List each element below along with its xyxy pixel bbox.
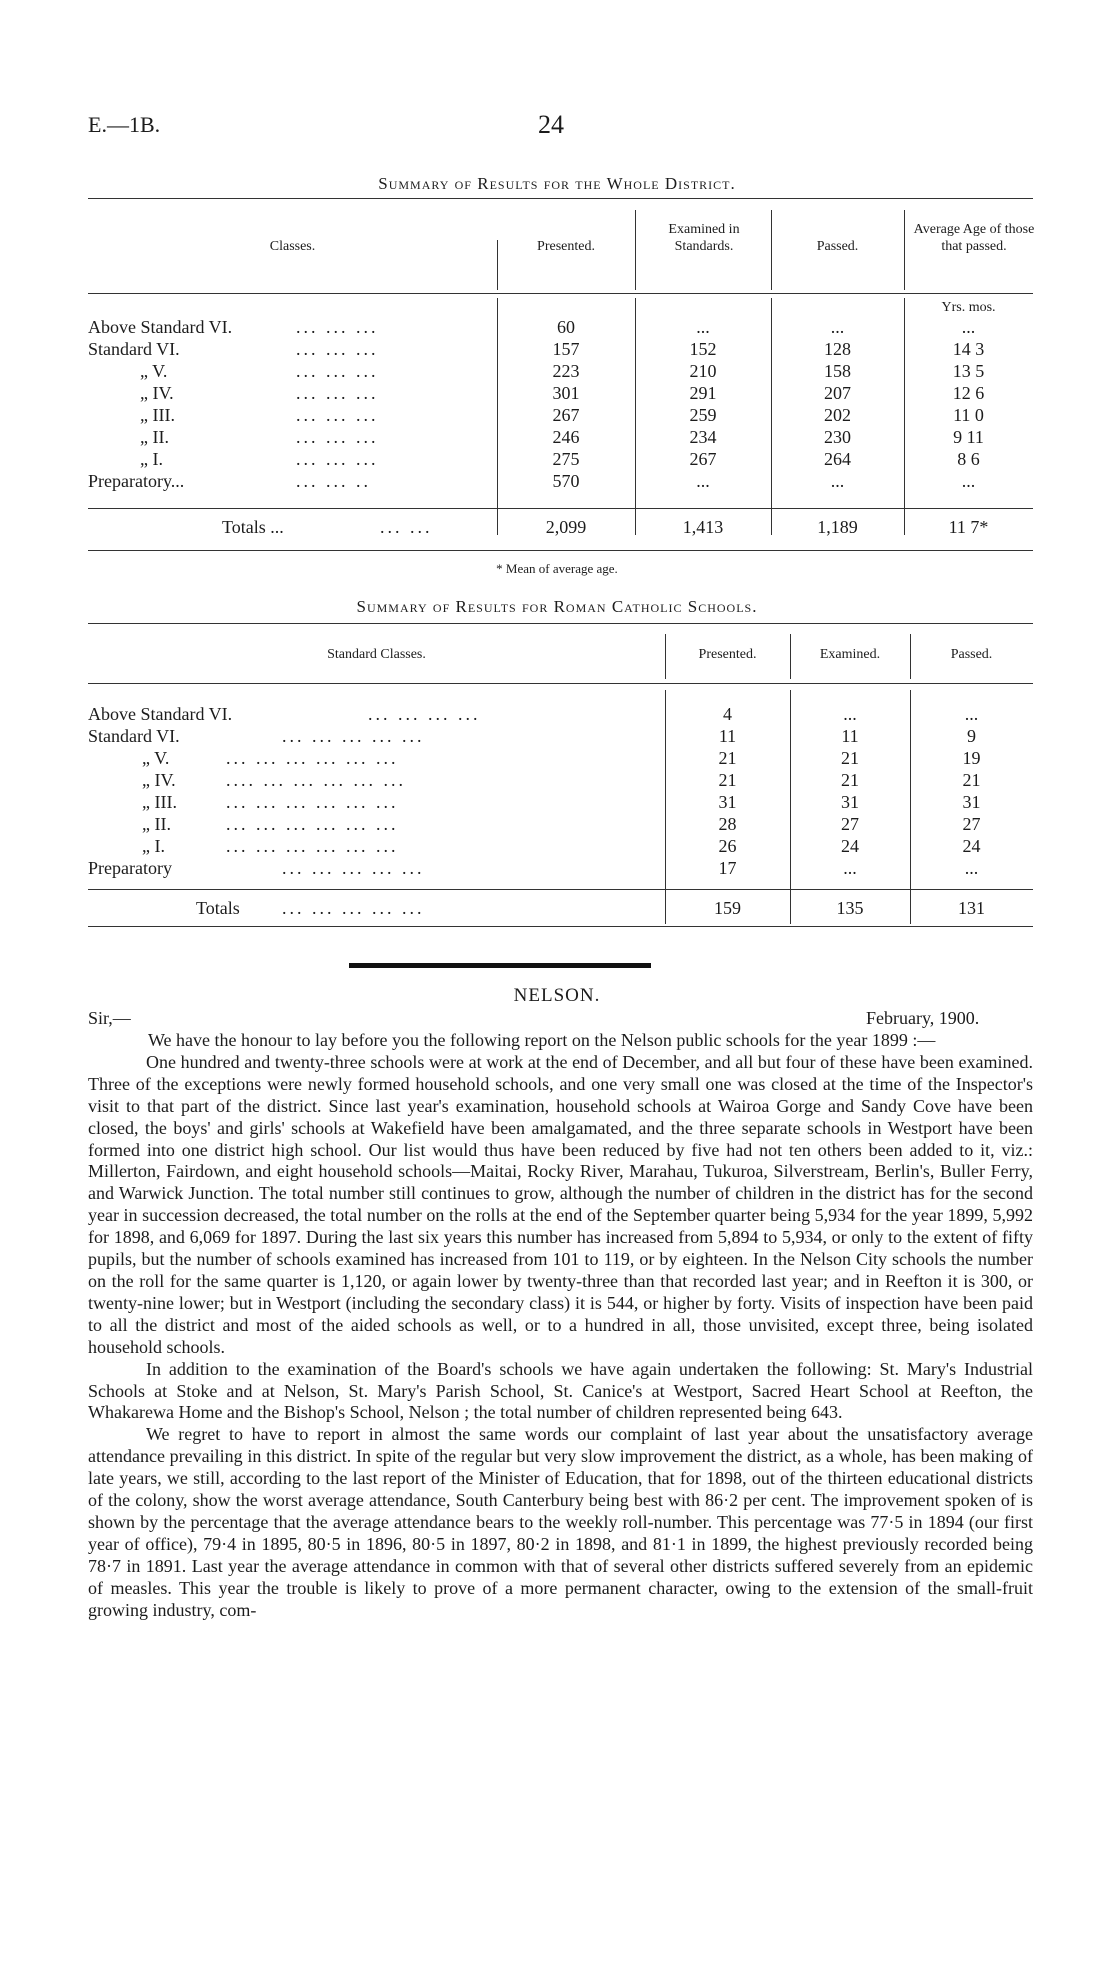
total-presented: 2,099 (545, 517, 587, 537)
totals-label: Totals ... (222, 517, 284, 537)
row-label: Above Standard VI. (88, 317, 233, 337)
table1-vline (904, 210, 905, 290)
cell-age: 9 11 (953, 427, 984, 447)
letter-date: February, 1900. (866, 1008, 980, 1028)
cell-age: ... (961, 317, 976, 337)
cell-presented: 4 (723, 704, 732, 724)
total-passed: 131 (958, 898, 985, 918)
row-label: „ II. (140, 427, 169, 447)
cell-age: 12 6 (952, 383, 985, 403)
cell-passed: 230 (824, 427, 851, 447)
cell-passed: 27 (962, 814, 981, 834)
cell-examined: ... (843, 704, 857, 724)
cell-passed: ... (830, 317, 845, 337)
section-divider (349, 963, 651, 968)
document-code-suffix: B. (139, 112, 161, 137)
row-leader-dots: ... ... ... (296, 383, 379, 403)
cell-presented: 267 (552, 405, 580, 425)
cell-presented: 21 (718, 770, 737, 790)
cell-examined: 152 (689, 339, 717, 359)
total-examined: 135 (836, 898, 864, 918)
cell-examined: 11 (841, 726, 859, 746)
table1-vline (635, 210, 636, 290)
cell-presented: 11 (718, 726, 737, 746)
cell-examined: 27 (841, 814, 859, 834)
cell-presented: 17 (718, 858, 737, 878)
row-label: „ III. (140, 405, 175, 425)
section-heading: NELSON. (513, 985, 601, 1006)
table2-bottom-rule (88, 926, 1033, 927)
table1-col-presented: Presented. (537, 239, 595, 254)
cell-examined: 21 (841, 748, 859, 768)
paragraph: We regret to have to report in almost the same words our complaint of last year about the unsatisfactory average attendance prevailing in this district. In spite of the regular but very slow improvement the district, as a whole, has been making of late years, we still, according to the last report of the Minister of Education, that for 1898, out of the thirteen educational districts of the colony, show the worst average attendance, South Canterbury being best with 86·2 per cent. The improvement spoken of is shown by the percentage that the average attendance bears to the weekly roll-number. This percentage was 77·5 in 1894 (our first year of office), 79·4 in 1895, 80·5 in 1896, 80·5 in 1897, 80·2 in 1898, and 81·1 in 1899, the highest previously recorded being 78·7 in 1891. Last year the average attendance in common with that of several other districts suffered severely from an epidemic of measles. This year the trouble is likely to prove of a more permanent character, owing to the extension of the small-fruit growing industry, com- (88, 1424, 1033, 1620)
row-label: „ II. (142, 814, 171, 834)
row-leader-dots: ... ... ... ... ... (282, 726, 425, 746)
table1-col-classes: Classes. (269, 239, 316, 254)
row-label: Preparatory... (88, 471, 185, 491)
row-label: Standard VI. (88, 726, 180, 746)
row-leader-dots: .... ... ... ... ... ... (226, 770, 406, 790)
cell-passed: 21 (962, 770, 981, 790)
cell-examined: 24 (841, 836, 859, 856)
paragraph: In addition to the examination of the Board's schools we have again undertaken the following: St. Mary's Industrial Schools at Stoke and at Nelson, St. Mary's Parish School, St. Canice's at Westport, Sacred Heart School at Reefton, the Whakarewa Home and the Bishop's School, Nelson ; the total number of children represented being 643. (88, 1358, 1033, 1423)
cell-presented: 275 (552, 449, 580, 469)
cell-passed: 207 (824, 383, 851, 403)
table2-col-examined: Examined. (819, 647, 881, 662)
table1-col-examined: Examined in Standards. (668, 222, 740, 254)
cell-presented: 570 (552, 471, 580, 491)
cell-examined: 234 (689, 427, 717, 447)
cell-examined: 210 (689, 361, 717, 381)
table2-top-rule (88, 623, 1033, 624)
row-leader-dots: ... ... ... ... ... ... (226, 814, 399, 834)
row-label: „ III. (142, 792, 177, 812)
cell-presented: 301 (552, 383, 580, 403)
cell-passed: 202 (824, 405, 851, 425)
cell-passed: ... (964, 704, 979, 724)
cell-examined: ... (696, 471, 710, 491)
cell-presented: 157 (552, 339, 580, 359)
total-age: 11 7* (948, 517, 989, 537)
row-leader-dots: ... ... ... (296, 427, 379, 447)
row-leader-dots: ... ... ... ... ... ... (226, 792, 399, 812)
row-leader-dots: ... ... ... ... ... ... (226, 748, 399, 768)
cell-presented: 60 (557, 317, 575, 337)
cell-passed: 19 (962, 748, 981, 768)
table1-col-average-age: Average Age of those that passed. (913, 222, 1035, 254)
salutation: Sir,— (88, 1008, 131, 1028)
cell-passed: 31 (962, 792, 981, 812)
table1-bottom-rule (88, 550, 1033, 551)
paragraph: We have the honour to lay before you the following report on the Nelson public schools for the year 1899 :— (148, 1030, 936, 1050)
row-leader-dots: ... ... ... ... ... (282, 858, 425, 878)
cell-examined: ... (696, 317, 710, 337)
cell-presented: 28 (718, 814, 737, 834)
cell-presented: 31 (718, 792, 737, 812)
row-label: Above Standard VI. (88, 704, 233, 724)
cell-age: 13 5 (952, 361, 985, 381)
table1-top-rule (88, 198, 1033, 199)
row-label: Standard VI. (88, 339, 180, 359)
table1-totals-rule (88, 508, 1033, 509)
cell-age: 8 6 (957, 449, 980, 469)
row-leader-dots: ... ... (380, 517, 433, 537)
table2-col-standard-classes: Standard Classes. (327, 647, 426, 662)
row-leader-dots: ... ... ... (296, 339, 379, 359)
row-leader-dots: ... ... ... (296, 405, 379, 425)
row-leader-dots: ... ... ... (296, 361, 379, 381)
row-leader-dots: ... ... ... (296, 317, 379, 337)
cell-examined: 21 (841, 770, 859, 790)
table1-title: Summary of Results for the Whole District. (378, 174, 736, 193)
row-label: „ I. (142, 836, 165, 856)
total-examined: 1,413 (682, 517, 724, 537)
table1-header-rule (88, 293, 1033, 294)
cell-passed: 24 (962, 836, 981, 856)
table2-title: Summary of Results for Roman Catholic Schools. (356, 597, 758, 616)
row-leader-dots: ... ... ... ... ... ... (226, 836, 399, 856)
row-label: „ I. (140, 449, 163, 469)
table2-col-passed: Passed. (950, 647, 993, 662)
row-leader-dots: ... ... ... ... (368, 704, 481, 724)
cell-passed: 9 (967, 726, 976, 746)
cell-passed: 158 (824, 361, 851, 381)
total-presented: 159 (714, 898, 741, 918)
document-code-main: E.—1 (88, 112, 140, 137)
cell-passed: 128 (824, 339, 851, 359)
table2-col-presented: Presented. (698, 647, 757, 662)
cell-examined: 267 (689, 449, 717, 469)
row-leader-dots: ... ... ... (296, 449, 379, 469)
cell-presented: 21 (718, 748, 737, 768)
cell-age: ... (961, 471, 976, 491)
row-leader-dots: ... ... ... ... ... (282, 898, 425, 918)
row-label: Preparatory (88, 858, 172, 878)
totals-label: Totals (196, 898, 240, 918)
paragraph: One hundred and twenty-three schools were at work at the end of December, and all but four of these have been examined. Three of the exceptions were newly formed household schools, and one very small one was closed at the time of the Inspector's visit to that part of the district. Since last year's examination, household schools at Wairoa Gorge and Sandy Cove have been closed, the boys' and girls' schools at Wakefield have been amalgamated, and the three separate schools in Westport have been formed into one district high school. Our list would thus have been reduced by five had not ten others been added to it, viz.: Millerton, Fairdown, and eight household schools—Maitai, Rocky River, Marahau, Tukuroa, Silverstream, Berlin's, Buller Ferry, and Warwick Junction. The total number still continues to grow, although the number of children in the district has for the second year in succession decreased, the total number on the rolls at the end of the September quarter being 5,934 for the year 1899, 5,992 for 1898, and 6,069 for 1897. During the last six years this number has increased from 5,894 to 5,934, or only to the extent of fifty pupils, but the number of schools examined has increased from 101 to 119, or by eighteen. In the Nelson City schools the number on the roll for the same quarter is 1,120, or again lower by twenty-three than that recorded last year; and in Reefton it is 300, or twenty-nine lower; but in Westport (including the secondary class) it is 544, or higher by forty. Visits of inspection have been paid to all the district and most of the aided schools as well, or to a hundred in all, those unvisited, except three, being isolated household schools. (88, 1051, 1033, 1357)
cell-age: 11 0 (953, 405, 984, 425)
cell-passed: ... (964, 858, 979, 878)
cell-examined: 31 (841, 792, 859, 812)
letter-body (88, 1030, 1033, 1621)
document-code (88, 112, 160, 138)
table1-yrs-mos: Yrs. mos. (941, 300, 996, 315)
cell-examined: 291 (689, 383, 717, 403)
cell-passed: ... (830, 471, 845, 491)
cell-age: 14 3 (952, 339, 985, 359)
cell-presented: 246 (552, 427, 580, 447)
table2-header-rule (88, 683, 1033, 684)
cell-examined: ... (843, 858, 857, 878)
table2-totals-rule (88, 889, 1033, 890)
cell-presented: 223 (552, 361, 580, 381)
row-leader-dots: ... ... .. (296, 471, 371, 491)
cell-presented: 26 (718, 836, 737, 856)
row-label: „ IV. (142, 770, 176, 790)
page-number: 24 (538, 110, 564, 139)
total-passed: 1,189 (817, 517, 858, 537)
row-label: „ V. (142, 748, 170, 768)
table1-col-passed: Passed. (816, 239, 859, 254)
cell-passed: 264 (824, 449, 851, 469)
table1-footnote: * Mean of average age. (496, 561, 618, 576)
row-label: „ IV. (140, 383, 174, 403)
cell-examined: 259 (689, 405, 717, 425)
row-label: „ V. (140, 361, 168, 381)
